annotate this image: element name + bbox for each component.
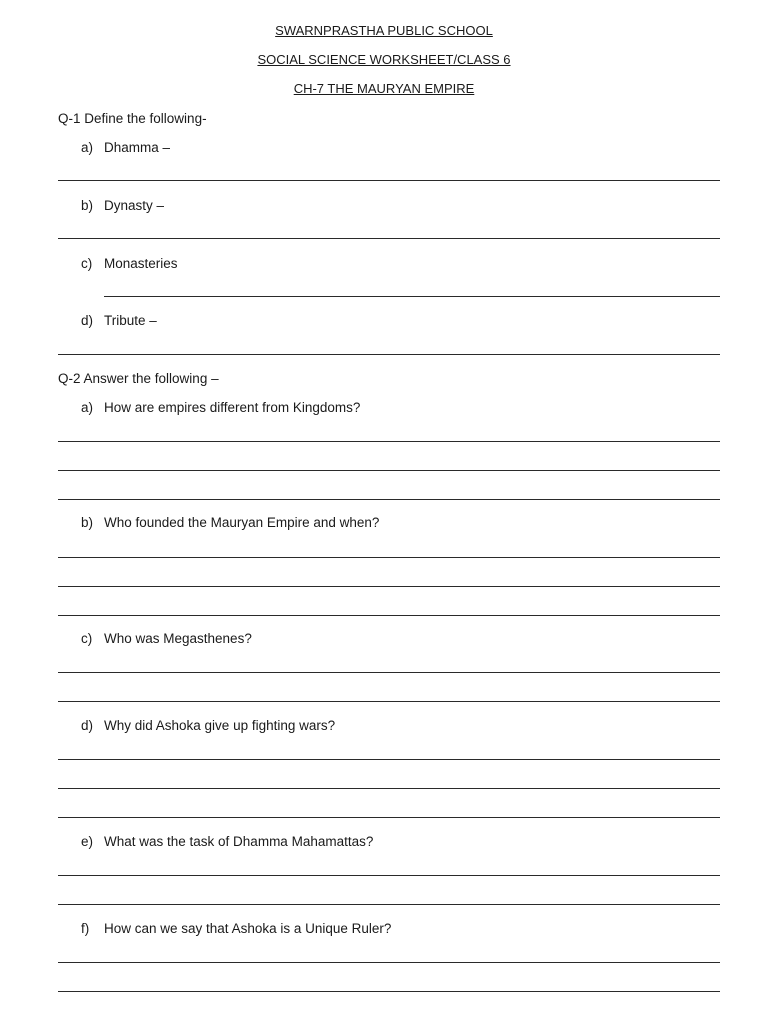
school-name: SWARNPRASTHA PUBLIC SCHOOL — [275, 23, 493, 38]
answer-line[interactable] — [58, 615, 720, 616]
answer-line[interactable] — [58, 354, 720, 355]
answer-line[interactable] — [58, 586, 720, 587]
answer-line[interactable] — [58, 672, 720, 673]
answer-line[interactable] — [58, 441, 720, 442]
q2-title: Q-2 Answer the following – — [58, 371, 219, 386]
answer-line[interactable] — [58, 817, 720, 818]
q2-item-letter: a) — [81, 400, 94, 415]
answer-line[interactable] — [58, 701, 720, 702]
q2-item-letter: d) — [81, 718, 94, 733]
q2-item-letter: f) — [81, 921, 90, 936]
q1-item-letter: d) — [81, 313, 94, 328]
answer-line[interactable] — [104, 296, 720, 297]
q1-item-text: Dynasty – — [104, 198, 165, 213]
answer-line[interactable] — [58, 759, 720, 760]
q1-item-text: Tribute – — [104, 313, 157, 328]
q2-item-letter: e) — [81, 834, 94, 849]
q2-item-letter: b) — [81, 515, 94, 530]
q1-item-letter: c) — [81, 256, 93, 271]
q1-item-letter: b) — [81, 198, 94, 213]
answer-line[interactable] — [58, 991, 720, 992]
answer-line[interactable] — [58, 499, 720, 500]
q2-item-text: How can we say that Ashoka is a Unique Ruler? — [104, 921, 392, 936]
answer-line[interactable] — [58, 904, 720, 905]
q2-item-text: Why did Ashoka give up fighting wars? — [104, 718, 336, 733]
q2-item-letter: c) — [81, 631, 93, 646]
answer-line[interactable] — [58, 557, 720, 558]
q1-item-letter: a) — [81, 140, 94, 155]
q2-item-text: Who was Megasthenes? — [104, 631, 252, 646]
q2-item-text: Who founded the Mauryan Empire and when? — [104, 515, 380, 530]
answer-line[interactable] — [58, 238, 720, 239]
q1-item-text: Monasteries — [104, 256, 178, 271]
chapter-title: CH-7 THE MAURYAN EMPIRE — [293, 81, 475, 96]
answer-line[interactable] — [58, 788, 720, 789]
q2-item-text: How are empires different from Kingdoms? — [104, 400, 361, 415]
q1-item-text: Dhamma – — [104, 140, 171, 155]
q1-title: Q-1 Define the following- — [58, 111, 207, 126]
worksheet-title: SOCIAL SCIENCE WORKSHEET/CLASS 6 — [257, 52, 511, 67]
answer-line[interactable] — [58, 180, 720, 181]
answer-line[interactable] — [58, 470, 720, 471]
answer-line[interactable] — [58, 875, 720, 876]
answer-line[interactable] — [58, 962, 720, 963]
q2-item-text: What was the task of Dhamma Mahamattas? — [104, 834, 374, 849]
